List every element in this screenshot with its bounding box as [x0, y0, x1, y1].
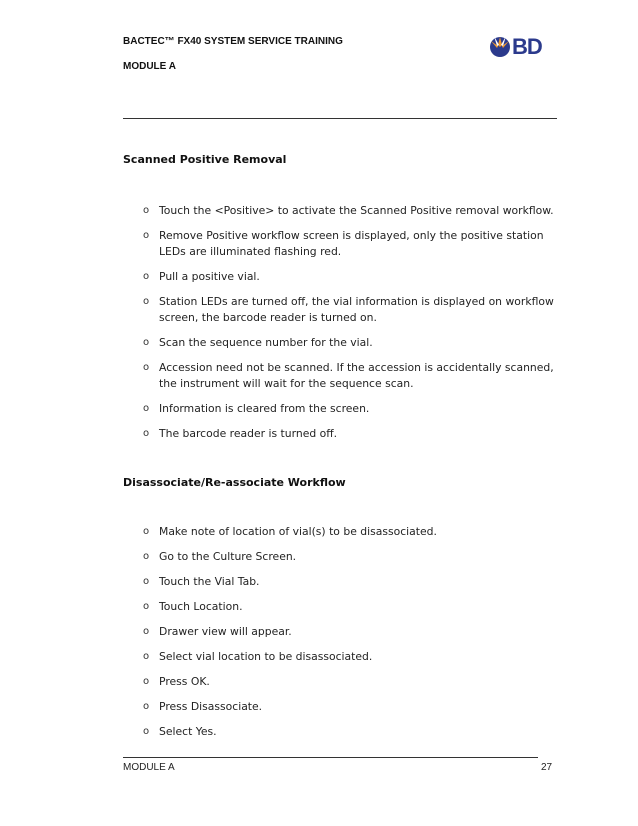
list-item: [123, 294, 563, 326]
list-item-text: Press Disassociate.: [159, 700, 263, 713]
bullet-marker: o: [143, 205, 150, 216]
bullet-marker: o: [143, 526, 150, 537]
bd-logo: [488, 32, 552, 60]
list-item: [123, 724, 563, 740]
list-item: [123, 335, 563, 351]
bullet-marker: o: [143, 230, 150, 241]
bullet-marker: o: [143, 601, 150, 612]
list-item-text: Press OK.: [159, 675, 210, 688]
bullet-marker: o: [143, 296, 150, 307]
list-item: [123, 269, 563, 285]
list-item-text: Touch Location.: [159, 600, 243, 613]
bullet-marker: o: [143, 403, 150, 414]
list-item-text: Information is cleared from the screen.: [159, 402, 370, 415]
list-item: [123, 401, 563, 417]
list-item: [123, 574, 563, 590]
bullet-marker: o: [143, 676, 150, 687]
list-item-text: Touch the <Positive> to activate the Scanned Positive removal workflow.: [159, 204, 554, 217]
bd-starburst-icon: [488, 32, 512, 58]
list-item: [123, 599, 563, 615]
list-item: [123, 426, 563, 442]
bullet-marker: o: [143, 701, 150, 712]
list-item-text: Accession need not be scanned. If the accession is accidentally scanned, the instrument will wait for the sequence scan.: [159, 361, 554, 390]
list-item: [123, 699, 563, 715]
list-item-text: Select Yes.: [159, 725, 217, 738]
list-item-text: Touch the Vial Tab.: [159, 575, 260, 588]
list-item-text: Remove Positive workflow screen is displayed, only the positive station LEDs are illuminated flashing red.: [159, 229, 544, 258]
bullet-marker: o: [143, 271, 150, 282]
list-item-text: Drawer view will appear.: [159, 625, 292, 638]
list-item-text: Go to the Culture Screen.: [159, 550, 297, 563]
footer-rule: [123, 757, 538, 758]
list-item: [123, 624, 563, 640]
document-title: BACTEC™ FX40 SYSTEM SERVICE TRAINING: [123, 36, 343, 47]
bullet-marker: o: [143, 337, 150, 348]
list-item-text: Pull a positive vial.: [159, 270, 260, 283]
list-item: [123, 549, 563, 565]
list-item: [123, 524, 563, 540]
list-item: [123, 203, 563, 219]
footer-module: MODULE A: [123, 762, 175, 773]
list-item: [123, 360, 563, 392]
list-item: [123, 228, 563, 260]
section-heading-scanned-positive: Scanned Positive Removal: [123, 153, 287, 166]
list-item-text: Station LEDs are turned off, the vial information is displayed on workflow screen, the barcode reader is turned on.: [159, 295, 554, 324]
list-item-text: Make note of location of vial(s) to be disassociated.: [159, 525, 437, 538]
list-item: [123, 674, 563, 690]
disassociate-steps: [123, 524, 563, 749]
bullet-marker: o: [143, 726, 150, 737]
list-item-text: The barcode reader is turned off.: [159, 427, 338, 440]
bullet-marker: o: [143, 576, 150, 587]
bullet-marker: o: [143, 428, 150, 439]
list-item-text: Select vial location to be disassociated.: [159, 650, 373, 663]
page-number: 27: [541, 762, 553, 773]
bullet-marker: o: [143, 362, 150, 373]
bullet-marker: o: [143, 651, 150, 662]
list-item-text: Scan the sequence number for the vial.: [159, 336, 373, 349]
list-item: [123, 649, 563, 665]
bd-logo-text: BD: [512, 34, 542, 59]
scanned-positive-steps: [123, 203, 563, 451]
module-label: MODULE A: [123, 61, 176, 72]
bullet-marker: o: [143, 626, 150, 637]
bullet-marker: o: [143, 551, 150, 562]
header-rule: [123, 118, 557, 119]
section-heading-disassociate: Disassociate/Re-associate Workflow: [123, 476, 346, 489]
